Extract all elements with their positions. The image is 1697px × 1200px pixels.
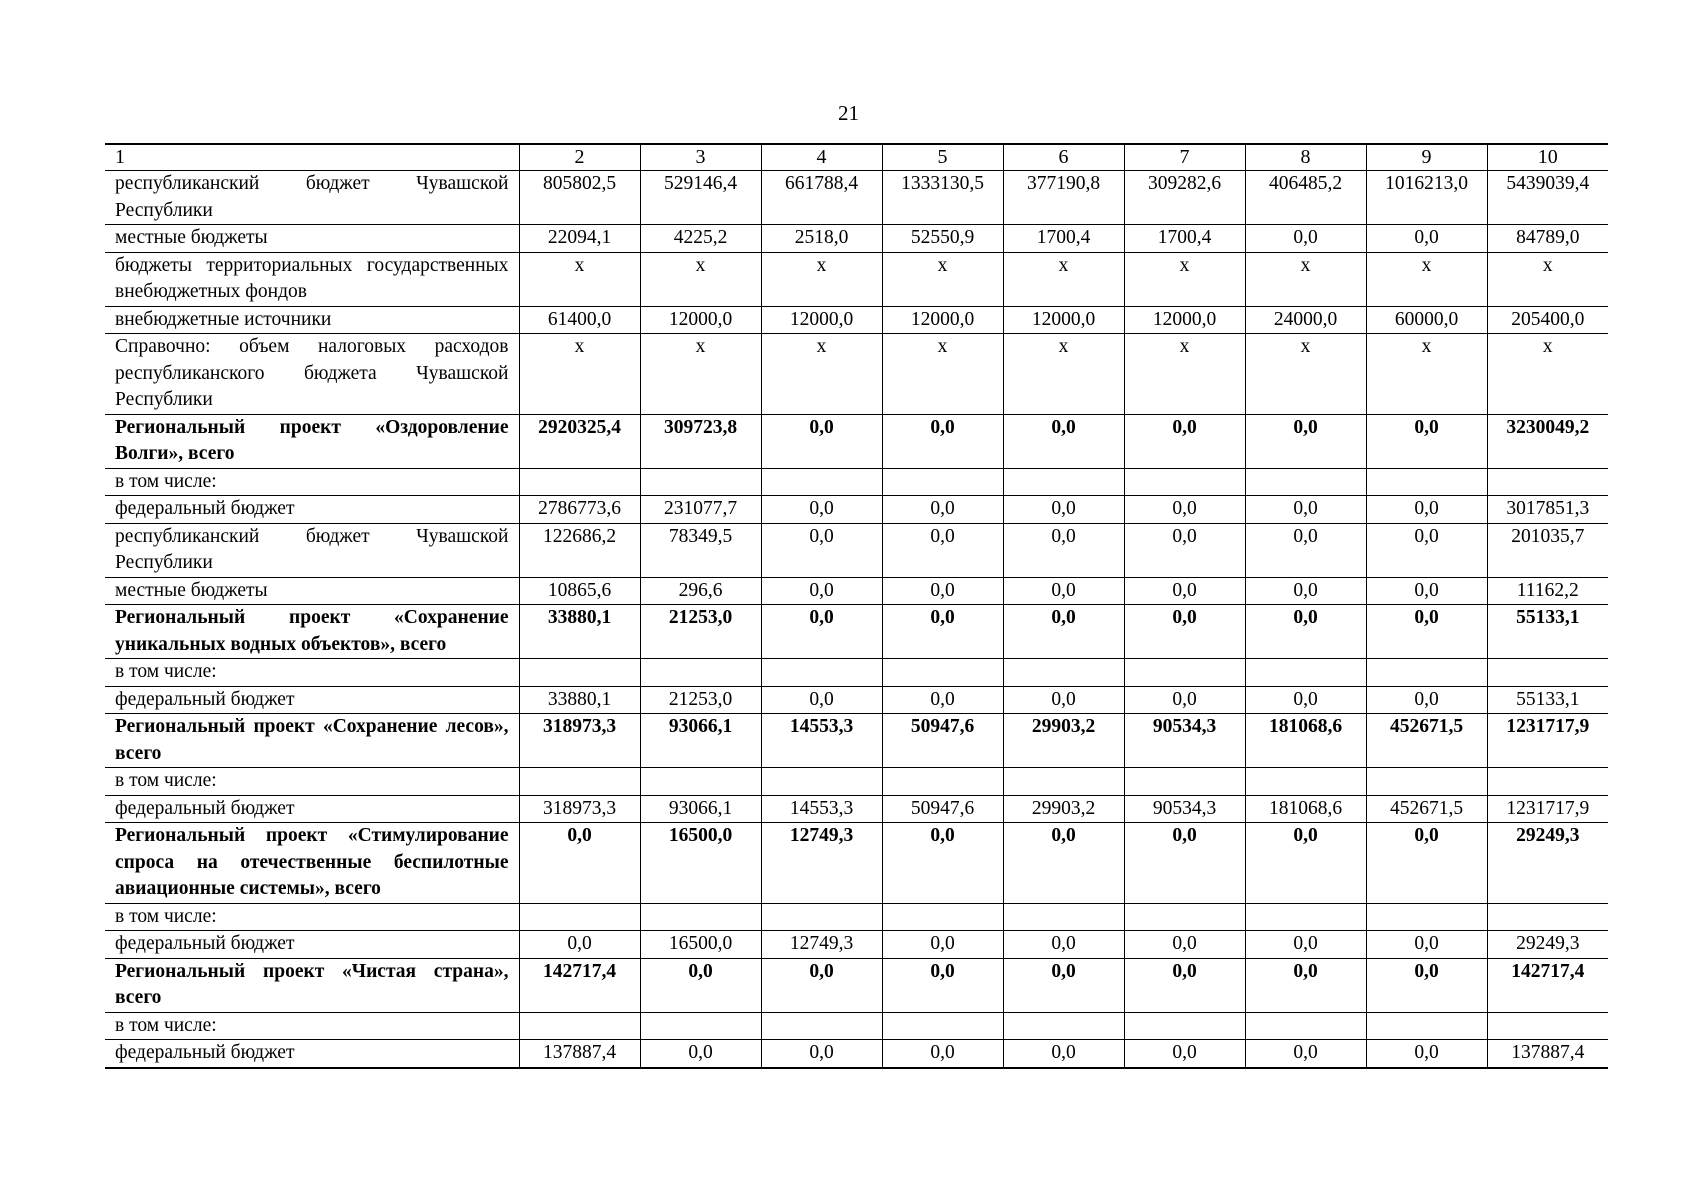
row-label: республиканский бюджет Чувашской Республики xyxy=(105,523,519,577)
value-cell: 377190,8 xyxy=(1003,171,1124,225)
value-cell: 309723,8 xyxy=(640,414,761,468)
value-cell: 0,0 xyxy=(882,577,1003,605)
value-cell: 0,0 xyxy=(1124,1040,1245,1068)
value-cell xyxy=(1487,468,1608,496)
value-cell: 0,0 xyxy=(1366,225,1487,253)
value-cell: 0,0 xyxy=(1003,958,1124,1012)
value-cell: 11162,2 xyxy=(1487,577,1608,605)
value-cell: 0,0 xyxy=(1124,496,1245,524)
table-row xyxy=(105,225,1608,253)
value-cell: 16500,0 xyxy=(640,823,761,904)
value-cell: 52550,9 xyxy=(882,225,1003,253)
table-row xyxy=(105,1040,1608,1068)
row-label: в том числе: xyxy=(105,903,519,931)
value-cell: 0,0 xyxy=(761,577,882,605)
value-cell xyxy=(1366,659,1487,687)
value-cell: x xyxy=(882,252,1003,306)
header-row xyxy=(105,144,1608,171)
value-cell xyxy=(1487,1012,1608,1040)
value-cell: 14553,3 xyxy=(761,795,882,823)
value-cell: x xyxy=(1124,252,1245,306)
value-cell: 0,0 xyxy=(1003,577,1124,605)
value-cell: 0,0 xyxy=(1003,823,1124,904)
table-row xyxy=(105,903,1608,931)
value-cell xyxy=(1245,1012,1366,1040)
row-label: в том числе: xyxy=(105,1012,519,1040)
value-cell xyxy=(761,468,882,496)
value-cell: 0,0 xyxy=(882,523,1003,577)
value-cell xyxy=(640,768,761,796)
value-cell: 142717,4 xyxy=(1487,958,1608,1012)
row-label: Региональный проект «Стимулирование спроса на отечественные беспилотные авиационные системы», всего xyxy=(105,823,519,904)
value-cell: 22094,1 xyxy=(519,225,640,253)
value-cell: 0,0 xyxy=(1003,1040,1124,1068)
row-label: в том числе: xyxy=(105,468,519,496)
value-cell: x xyxy=(882,334,1003,415)
value-cell: 90534,3 xyxy=(1124,795,1245,823)
table-row xyxy=(105,768,1608,796)
value-cell: 0,0 xyxy=(1003,686,1124,714)
value-cell xyxy=(1245,768,1366,796)
table-row xyxy=(105,334,1608,415)
value-cell: 231077,7 xyxy=(640,496,761,524)
value-cell: x xyxy=(1366,252,1487,306)
value-cell: 137887,4 xyxy=(519,1040,640,1068)
value-cell: 0,0 xyxy=(1124,605,1245,659)
value-cell: 3230049,2 xyxy=(1487,414,1608,468)
value-cell xyxy=(640,1012,761,1040)
value-cell: 0,0 xyxy=(1124,523,1245,577)
value-cell: 12000,0 xyxy=(640,306,761,334)
value-cell xyxy=(1366,768,1487,796)
value-cell xyxy=(519,903,640,931)
value-cell: 0,0 xyxy=(519,823,640,904)
value-cell: 0,0 xyxy=(1124,414,1245,468)
value-cell: 406485,2 xyxy=(1245,171,1366,225)
value-cell xyxy=(1124,903,1245,931)
value-cell: 1016213,0 xyxy=(1366,171,1487,225)
table-row xyxy=(105,931,1608,959)
value-cell: x xyxy=(1124,334,1245,415)
value-cell: 2920325,4 xyxy=(519,414,640,468)
value-cell: 0,0 xyxy=(1366,577,1487,605)
table-row xyxy=(105,523,1608,577)
value-cell: 452671,5 xyxy=(1366,795,1487,823)
value-cell: 29903,2 xyxy=(1003,714,1124,768)
value-cell xyxy=(1487,768,1608,796)
value-cell: 2518,0 xyxy=(761,225,882,253)
value-cell: 55133,1 xyxy=(1487,686,1608,714)
value-cell xyxy=(1487,903,1608,931)
value-cell: 61400,0 xyxy=(519,306,640,334)
value-cell: 0,0 xyxy=(882,823,1003,904)
value-cell: 0,0 xyxy=(1003,605,1124,659)
value-cell: 0,0 xyxy=(640,958,761,1012)
value-cell: 60000,0 xyxy=(1366,306,1487,334)
value-cell: 0,0 xyxy=(1003,523,1124,577)
value-cell: 0,0 xyxy=(1366,686,1487,714)
value-cell: 0,0 xyxy=(1003,931,1124,959)
value-cell: 1333130,5 xyxy=(882,171,1003,225)
value-cell: 0,0 xyxy=(761,414,882,468)
column-number-cell: 1 xyxy=(105,144,519,171)
value-cell: 201035,7 xyxy=(1487,523,1608,577)
value-cell: 0,0 xyxy=(1245,523,1366,577)
value-cell xyxy=(1245,659,1366,687)
value-cell: 0,0 xyxy=(1245,1040,1366,1068)
project-total-row xyxy=(105,714,1608,768)
value-cell: 0,0 xyxy=(1366,823,1487,904)
table-row xyxy=(105,496,1608,524)
value-cell: 296,6 xyxy=(640,577,761,605)
value-cell: 29903,2 xyxy=(1003,795,1124,823)
value-cell: 0,0 xyxy=(1366,496,1487,524)
value-cell: 0,0 xyxy=(761,1040,882,1068)
project-total-row xyxy=(105,414,1608,468)
value-cell: 0,0 xyxy=(761,523,882,577)
value-cell: 0,0 xyxy=(1366,605,1487,659)
row-label: в том числе: xyxy=(105,768,519,796)
value-cell: 805802,5 xyxy=(519,171,640,225)
value-cell: 0,0 xyxy=(1366,931,1487,959)
table-row xyxy=(105,659,1608,687)
value-cell: x xyxy=(1245,334,1366,415)
table-body xyxy=(105,144,1608,1068)
row-label: Справочно: объем налоговых расходов республиканского бюджета Чувашской Республики xyxy=(105,334,519,415)
value-cell xyxy=(519,659,640,687)
table-row xyxy=(105,252,1608,306)
value-cell xyxy=(1366,468,1487,496)
value-cell: 0,0 xyxy=(1124,823,1245,904)
value-cell xyxy=(1003,768,1124,796)
value-cell: x xyxy=(1487,252,1608,306)
value-cell: x xyxy=(1003,334,1124,415)
row-label: Региональный проект «Оздоровление Волги», всего xyxy=(105,414,519,468)
value-cell: 0,0 xyxy=(882,958,1003,1012)
row-label: Региональный проект «Чистая страна», всего xyxy=(105,958,519,1012)
value-cell: 122686,2 xyxy=(519,523,640,577)
value-cell: 0,0 xyxy=(1366,1040,1487,1068)
value-cell: x xyxy=(1245,252,1366,306)
value-cell xyxy=(1124,659,1245,687)
value-cell: 0,0 xyxy=(761,496,882,524)
value-cell: 181068,6 xyxy=(1245,714,1366,768)
value-cell: 12000,0 xyxy=(1124,306,1245,334)
value-cell: 12000,0 xyxy=(1003,306,1124,334)
value-cell: x xyxy=(519,334,640,415)
value-cell: 0,0 xyxy=(882,931,1003,959)
value-cell: 84789,0 xyxy=(1487,225,1608,253)
column-number-cell: 8 xyxy=(1245,144,1366,171)
value-cell: 10865,6 xyxy=(519,577,640,605)
value-cell xyxy=(882,1012,1003,1040)
value-cell xyxy=(882,768,1003,796)
value-cell: 0,0 xyxy=(1124,686,1245,714)
value-cell xyxy=(1245,468,1366,496)
value-cell xyxy=(1124,768,1245,796)
value-cell: 0,0 xyxy=(1245,958,1366,1012)
value-cell: 29249,3 xyxy=(1487,823,1608,904)
column-number-cell: 10 xyxy=(1487,144,1608,171)
value-cell: 33880,1 xyxy=(519,605,640,659)
value-cell xyxy=(761,903,882,931)
value-cell: 16500,0 xyxy=(640,931,761,959)
table-row xyxy=(105,468,1608,496)
value-cell xyxy=(519,468,640,496)
row-label: федеральный бюджет xyxy=(105,496,519,524)
row-label: местные бюджеты xyxy=(105,225,519,253)
value-cell: 0,0 xyxy=(761,605,882,659)
column-number-cell: 4 xyxy=(761,144,882,171)
value-cell xyxy=(761,1012,882,1040)
table-row xyxy=(105,686,1608,714)
row-label: внебюджетные источники xyxy=(105,306,519,334)
value-cell: 181068,6 xyxy=(1245,795,1366,823)
value-cell xyxy=(1124,468,1245,496)
value-cell: 0,0 xyxy=(519,931,640,959)
value-cell: 309282,6 xyxy=(1124,171,1245,225)
value-cell xyxy=(1245,903,1366,931)
value-cell: 318973,3 xyxy=(519,795,640,823)
value-cell: 4225,2 xyxy=(640,225,761,253)
value-cell xyxy=(761,768,882,796)
value-cell: 1231717,9 xyxy=(1487,714,1608,768)
project-total-row xyxy=(105,958,1608,1012)
value-cell: 12000,0 xyxy=(882,306,1003,334)
column-number-cell: 7 xyxy=(1124,144,1245,171)
value-cell: 0,0 xyxy=(1003,414,1124,468)
value-cell: 29249,3 xyxy=(1487,931,1608,959)
value-cell: 33880,1 xyxy=(519,686,640,714)
value-cell: 0,0 xyxy=(640,1040,761,1068)
value-cell xyxy=(1003,659,1124,687)
value-cell xyxy=(1003,1012,1124,1040)
budget-table xyxy=(105,143,1608,1069)
value-cell xyxy=(1487,659,1608,687)
row-label: республиканский бюджет Чувашской Республики xyxy=(105,171,519,225)
value-cell xyxy=(640,903,761,931)
column-number-cell: 5 xyxy=(882,144,1003,171)
value-cell: x xyxy=(1003,252,1124,306)
value-cell: 0,0 xyxy=(882,1040,1003,1068)
value-cell: 0,0 xyxy=(1366,414,1487,468)
value-cell: 0,0 xyxy=(1124,577,1245,605)
value-cell xyxy=(1003,468,1124,496)
value-cell: 0,0 xyxy=(1245,823,1366,904)
value-cell: 1700,4 xyxy=(1003,225,1124,253)
value-cell: 0,0 xyxy=(1245,225,1366,253)
value-cell: 0,0 xyxy=(761,958,882,1012)
value-cell: 50947,6 xyxy=(882,714,1003,768)
value-cell xyxy=(882,659,1003,687)
value-cell: 5439039,4 xyxy=(1487,171,1608,225)
table-row xyxy=(105,1012,1608,1040)
value-cell: 3017851,3 xyxy=(1487,496,1608,524)
table-row xyxy=(105,171,1608,225)
value-cell: 93066,1 xyxy=(640,795,761,823)
value-cell: 0,0 xyxy=(882,686,1003,714)
value-cell xyxy=(882,903,1003,931)
value-cell xyxy=(882,468,1003,496)
value-cell: 50947,6 xyxy=(882,795,1003,823)
value-cell xyxy=(519,1012,640,1040)
value-cell: 12000,0 xyxy=(761,306,882,334)
value-cell: 0,0 xyxy=(882,605,1003,659)
value-cell xyxy=(761,659,882,687)
value-cell: 142717,4 xyxy=(519,958,640,1012)
row-label: в том числе: xyxy=(105,659,519,687)
value-cell xyxy=(1003,903,1124,931)
value-cell: 205400,0 xyxy=(1487,306,1608,334)
value-cell xyxy=(1366,903,1487,931)
column-number-cell: 9 xyxy=(1366,144,1487,171)
column-number-cell: 6 xyxy=(1003,144,1124,171)
project-total-row xyxy=(105,823,1608,904)
value-cell: 1700,4 xyxy=(1124,225,1245,253)
row-label: бюджеты территориальных государственных внебюджетных фондов xyxy=(105,252,519,306)
value-cell: x xyxy=(640,334,761,415)
value-cell: 0,0 xyxy=(1245,686,1366,714)
value-cell: 0,0 xyxy=(1245,496,1366,524)
row-label: федеральный бюджет xyxy=(105,795,519,823)
row-label: местные бюджеты xyxy=(105,577,519,605)
value-cell: 2786773,6 xyxy=(519,496,640,524)
value-cell: 24000,0 xyxy=(1245,306,1366,334)
value-cell: 78349,5 xyxy=(640,523,761,577)
value-cell: x xyxy=(761,252,882,306)
value-cell: 21253,0 xyxy=(640,605,761,659)
value-cell: 93066,1 xyxy=(640,714,761,768)
value-cell: 90534,3 xyxy=(1124,714,1245,768)
value-cell: x xyxy=(519,252,640,306)
value-cell: 529146,4 xyxy=(640,171,761,225)
value-cell: 137887,4 xyxy=(1487,1040,1608,1068)
row-label: Региональный проект «Сохранение уникальных водных объектов», всего xyxy=(105,605,519,659)
value-cell: 0,0 xyxy=(1124,931,1245,959)
project-total-row xyxy=(105,605,1608,659)
value-cell xyxy=(640,659,761,687)
value-cell: 14553,3 xyxy=(761,714,882,768)
value-cell: x xyxy=(640,252,761,306)
value-cell: 318973,3 xyxy=(519,714,640,768)
column-number-cell: 2 xyxy=(519,144,640,171)
value-cell xyxy=(640,468,761,496)
row-label: федеральный бюджет xyxy=(105,931,519,959)
row-label: федеральный бюджет xyxy=(105,686,519,714)
value-cell: 0,0 xyxy=(1124,958,1245,1012)
value-cell: 12749,3 xyxy=(761,823,882,904)
value-cell: 0,0 xyxy=(1245,577,1366,605)
value-cell xyxy=(1366,1012,1487,1040)
value-cell: 0,0 xyxy=(882,496,1003,524)
row-label: Региональный проект «Сохранение лесов», всего xyxy=(105,714,519,768)
value-cell: 0,0 xyxy=(761,686,882,714)
table-row xyxy=(105,795,1608,823)
value-cell: 12749,3 xyxy=(761,931,882,959)
page-number: 21 xyxy=(838,101,859,125)
value-cell: 55133,1 xyxy=(1487,605,1608,659)
value-cell: 0,0 xyxy=(1366,523,1487,577)
row-label: федеральный бюджет xyxy=(105,1040,519,1068)
column-number-cell: 3 xyxy=(640,144,761,171)
value-cell: x xyxy=(1366,334,1487,415)
value-cell: 0,0 xyxy=(882,414,1003,468)
value-cell: 661788,4 xyxy=(761,171,882,225)
value-cell: 21253,0 xyxy=(640,686,761,714)
value-cell: x xyxy=(1487,334,1608,415)
value-cell: 0,0 xyxy=(1245,931,1366,959)
value-cell: 0,0 xyxy=(1245,605,1366,659)
value-cell xyxy=(1124,1012,1245,1040)
value-cell xyxy=(519,768,640,796)
table-row xyxy=(105,306,1608,334)
value-cell: 452671,5 xyxy=(1366,714,1487,768)
value-cell: 0,0 xyxy=(1003,496,1124,524)
table-row xyxy=(105,577,1608,605)
value-cell: 0,0 xyxy=(1366,958,1487,1012)
value-cell: 0,0 xyxy=(1245,414,1366,468)
value-cell: 1231717,9 xyxy=(1487,795,1608,823)
value-cell: x xyxy=(761,334,882,415)
